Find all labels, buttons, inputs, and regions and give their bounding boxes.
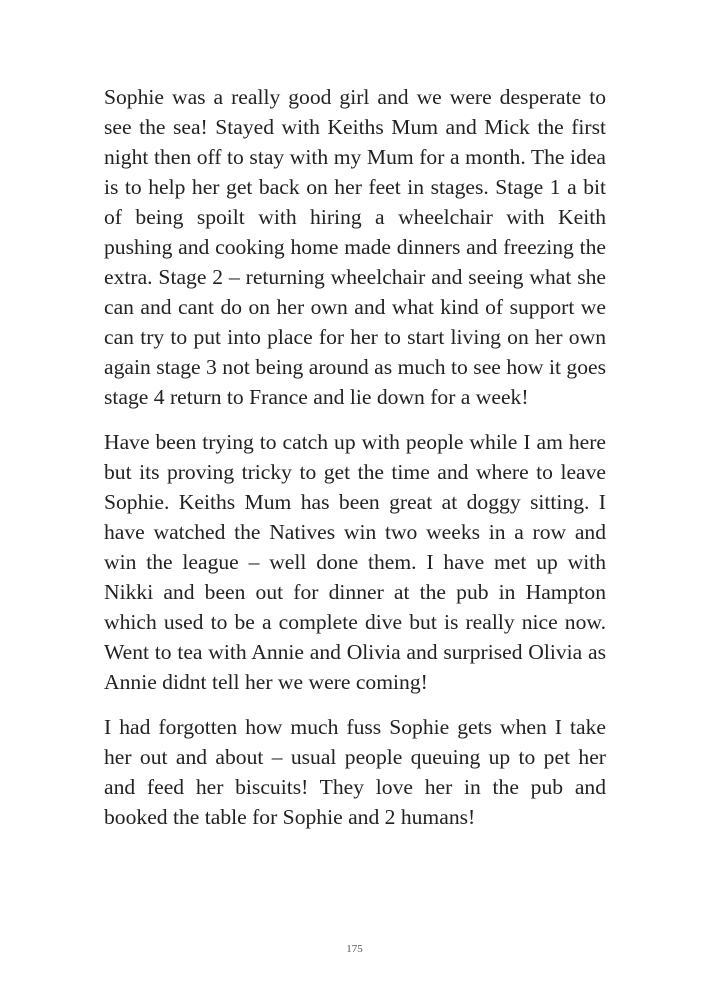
paragraph: Sophie was a really good girl and we were desperate to see the sea! Stayed with Keiths Mum and Mick the first night then off to stay with my Mum for a month. The idea is to help her get back on her feet in stages. Stage 1 a bit of being spoilt with hiring a wheelchair with Keith pushing and cooking home made dinners and freezing the extra. Stage 2 – returning wheelchair and seeing what she can and cant do on her own and what kind of support we can try to put into place for her to start living on her own again stage 3 not being around as much to see how it goes stage 4 return to France and lie down for a week! (104, 85, 606, 409)
paragraph: I had forgotten how much fuss Sophie gets when I take her out and about – usual people queuing up to pet her and feed her biscuits! They love her in the pub and booked the table for Sophie and 2 humans! (104, 715, 606, 829)
body-text (104, 82, 606, 847)
paragraph: Have been trying to catch up with people while I am here but its proving tricky to get the time and where to leave Sophie. Keiths Mum has been great at doggy sitting. I have watched the Natives win two weeks in a row and win the league – well done them. I have met up with Nikki and been out for dinner at the pub in Hampton which used to be a complete dive but is really nice now. Went to tea with Annie and Olivia and surprised Olivia as Annie didnt tell her we were coming! (104, 430, 606, 694)
page-number: 175 (346, 943, 363, 955)
